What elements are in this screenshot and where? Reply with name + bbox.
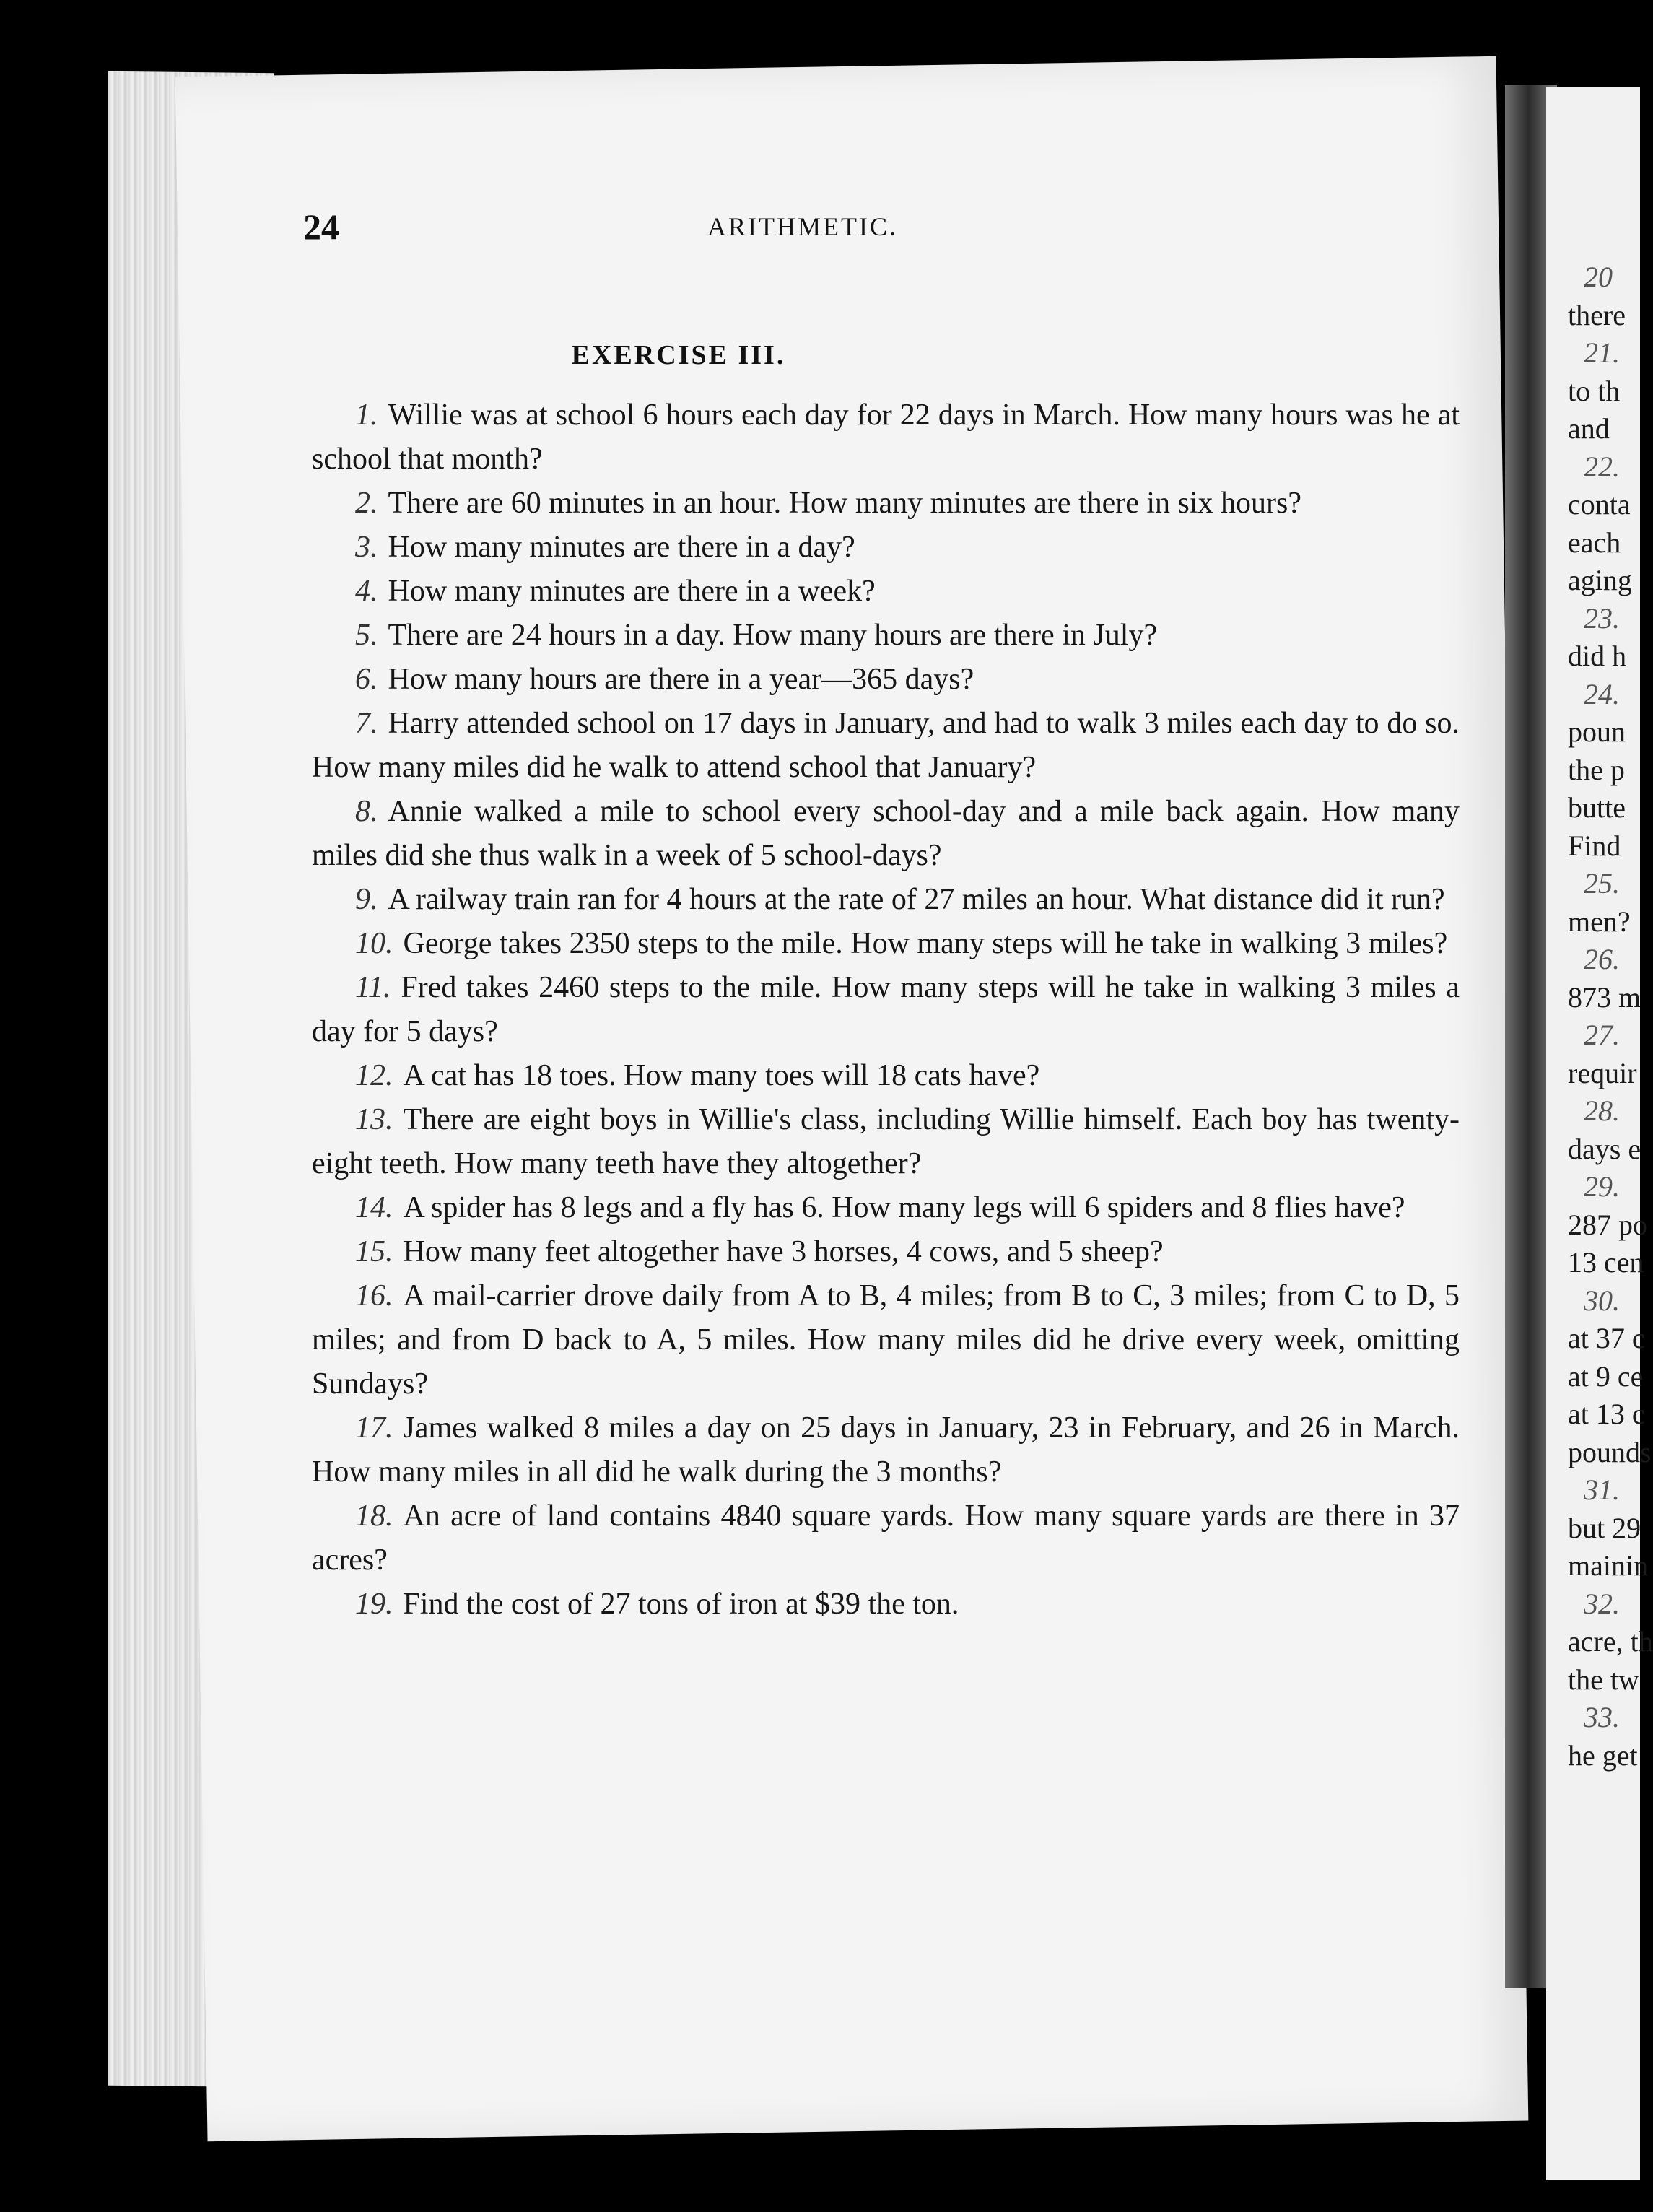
problem-item (312, 658, 1460, 702)
problem-text: Find the cost of 27 tons of iron at $39 the ton. (403, 1588, 959, 1621)
problem-number: 5. (355, 619, 378, 652)
problem-text: A mail-carrier drove daily from A to B, 4 miles; from B to C, 3 miles; from C to D, 5 miles; and from D back to A, 5 miles. How many miles did he drive every week, omitting Sundays? (312, 1279, 1460, 1401)
facing-page-fragment: days e (1568, 1132, 1641, 1165)
problem-item (312, 878, 1460, 922)
problem-item (312, 1494, 1460, 1582)
facing-page-fragment: poun (1568, 715, 1626, 748)
facing-page-fragment: pounds (1568, 1435, 1652, 1468)
facing-page-fragment: conta (1568, 488, 1631, 521)
facing-page-fragment: but 29 (1568, 1511, 1641, 1544)
problem-item (312, 482, 1460, 526)
facing-page-fragment: 287 po (1568, 1208, 1647, 1241)
facing-page-fragment: 20 (1584, 261, 1613, 293)
problem-text: George takes 2350 steps to the mile. How many steps will he take in walking 3 miles? (403, 927, 1448, 960)
facing-page-fragment: men? (1568, 905, 1631, 938)
facing-page-fragment: Find (1568, 829, 1621, 862)
problem-item (312, 1230, 1460, 1274)
problem-item (312, 614, 1460, 658)
problem-text: A spider has 8 legs and a fly has 6. How many legs will 6 spiders and 8 flies have? (403, 1191, 1405, 1224)
facing-page-fragment: at 13 c (1568, 1398, 1645, 1430)
problem-text: Annie walked a mile to school every school-day and a mile back again. How many miles did she thus walk in a week of 5 school-days? (312, 795, 1460, 872)
facing-page-fragment: aging (1568, 564, 1632, 596)
facing-page-fragment: 30. (1584, 1284, 1620, 1317)
page-header (303, 206, 1400, 249)
facing-page-fragment: there (1568, 298, 1626, 331)
problem-item (312, 1186, 1460, 1230)
problem-item (312, 1098, 1460, 1186)
problem-item (312, 1406, 1460, 1494)
facing-page-fragment: 21. (1584, 336, 1620, 369)
problem-text: There are eight boys in Willie's class, including Willie himself. Each boy has twenty-eight teeth. How many teeth have they altogether? (312, 1103, 1460, 1180)
problem-text: An acre of land contains 4840 square yards. How many square yards are there in 37 acres? (312, 1499, 1460, 1577)
running-head: ARITHMETIC. (707, 212, 898, 241)
problem-number: 6. (355, 663, 378, 696)
facing-page-fragment: 13 cen (1568, 1246, 1644, 1279)
facing-page-fragment: 22. (1584, 450, 1620, 483)
problem-number: 15. (355, 1235, 393, 1268)
problem-text: There are 60 minutes in an hour. How many minutes are there in six hours? (388, 487, 1301, 520)
facing-page-fragment: 27. (1584, 1019, 1620, 1051)
problem-text: How many minutes are there in a week? (388, 575, 876, 608)
problem-text: How many hours are there in a year—365 days? (388, 663, 974, 696)
facing-page-fragment: to th (1568, 374, 1621, 407)
problem-text: Fred takes 2460 steps to the mile. How many steps will he take in walking 3 miles a day for 5 days? (312, 971, 1460, 1048)
facing-page-fragment: the tw (1568, 1663, 1639, 1696)
facing-page-fragment: at 37 c (1568, 1322, 1645, 1354)
problem-text: A cat has 18 toes. How many toes will 18 cats have? (403, 1059, 1040, 1092)
problem-item (312, 702, 1460, 790)
problem-number: 13. (355, 1103, 393, 1136)
facing-page-fragment: 25. (1584, 867, 1620, 900)
facing-page-fragment: 32. (1584, 1587, 1620, 1620)
problem-number: 10. (355, 927, 393, 960)
problem-number: 17. (355, 1411, 393, 1445)
facing-page-fragment: the p (1568, 753, 1625, 786)
problem-number: 11. (355, 971, 391, 1004)
facing-page-fragment: each (1568, 526, 1621, 559)
facing-page-fragment: 31. (1584, 1473, 1620, 1506)
problem-number: 4. (355, 575, 378, 608)
problem-number: 8. (355, 795, 378, 828)
facing-page-fragment: 24. (1584, 677, 1620, 710)
problem-item (312, 922, 1460, 966)
problem-number: 14. (355, 1191, 393, 1224)
problem-number: 2. (355, 487, 378, 520)
facing-page-fragment: 26. (1584, 943, 1620, 975)
facing-page-fragment: 29. (1584, 1170, 1620, 1203)
problem-number: 19. (355, 1588, 393, 1621)
problem-number: 12. (355, 1059, 393, 1092)
problem-number: 7. (355, 707, 378, 740)
problem-number: 16. (355, 1279, 393, 1312)
problem-text: Harry attended school on 17 days in January, and had to walk 3 miles each day to do so. How many miles did he walk to attend school that January? (312, 707, 1460, 784)
problem-item (312, 1582, 1460, 1627)
problem-item (312, 570, 1460, 614)
facing-page-fragment: did h (1568, 640, 1627, 672)
problem-number: 1. (355, 399, 378, 432)
exercise-title: EXERCISE III. (571, 340, 786, 370)
facing-page-fragment: 873 m (1568, 980, 1641, 1014)
facing-page-fragment: 28. (1584, 1094, 1620, 1127)
facing-page-fragment: acre, th (1568, 1625, 1653, 1658)
problem-item (312, 790, 1460, 878)
facing-page-fragment: 23. (1584, 601, 1620, 635)
facing-page-fragment: requir (1568, 1056, 1637, 1089)
problem-number: 9. (355, 883, 378, 916)
problem-number: 3. (355, 531, 378, 564)
facing-page (1546, 87, 1653, 2180)
problem-number: 18. (355, 1499, 393, 1533)
problem-text: James walked 8 miles a day on 25 days in January, 23 in February, and 26 in March. How many miles in all did he walk during the 3 months? (312, 1411, 1460, 1489)
facing-page-fragment: 33. (1584, 1701, 1620, 1733)
facing-page-fragment: at 9 ce (1568, 1359, 1644, 1393)
facing-page-fragment: he get (1568, 1738, 1638, 1772)
problem-text: How many feet altogether have 3 horses, 4 cows, and 5 sheep? (403, 1235, 1164, 1268)
problem-item (312, 1274, 1460, 1406)
problem-item (312, 1054, 1460, 1098)
problem-list (312, 393, 1460, 1627)
facing-page-fragment: and (1568, 412, 1610, 445)
page-number: 24 (303, 206, 339, 247)
problem-text: There are 24 hours in a day. How many hours are there in July? (388, 619, 1158, 652)
facing-page-fragment: butte (1568, 791, 1626, 824)
problem-text: Willie was at school 6 hours each day for 22 days in March. How many hours was he at school that month? (312, 399, 1460, 476)
problem-text: A railway train ran for 4 hours at the rate of 27 miles an hour. What distance did it run? (388, 883, 1445, 916)
facing-page-fragment: mainin (1568, 1549, 1649, 1582)
problem-item (312, 393, 1460, 482)
problem-item (312, 526, 1460, 570)
problem-item (312, 966, 1460, 1054)
problem-text: How many minutes are there in a day? (388, 531, 855, 564)
